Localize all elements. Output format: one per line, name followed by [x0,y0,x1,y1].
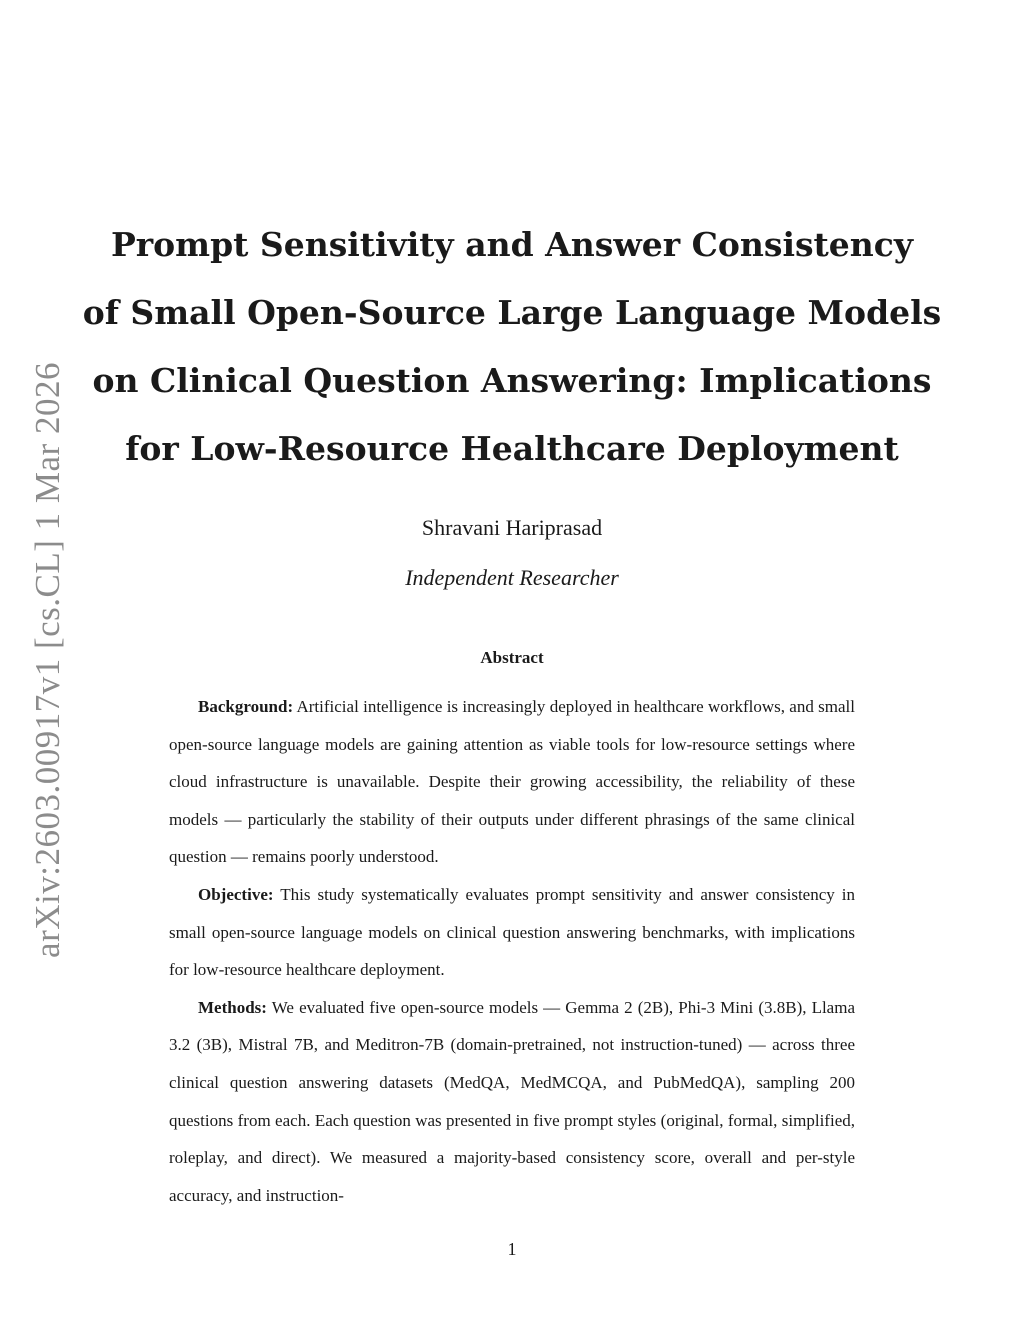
abstract-methods-paragraph [169,989,855,1215]
title-line-4: for Low-Resource Healthcare Deployment [125,429,899,468]
page-number: 1 [507,1239,517,1259]
title-line-2: of Small Open-Source Large Language Models [82,293,942,332]
author-name: Shravani Hariprasad [421,515,603,540]
title-line-3: on Clinical Question Answering: Implications [92,361,932,400]
abstract-heading: Abstract [480,648,544,667]
author-affiliation: Independent Researcher [405,565,619,590]
paper-title [0,211,1024,483]
objective-text: This study systematically evaluates prompt sensitivity and answer consistency in small open-source language models on clinical question answering benchmarks, with implications for low-resource healthcare deployment. [169,884,855,980]
abstract-background-paragraph [169,688,855,876]
objective-label: Objective: [198,884,274,904]
abstract-objective-paragraph [169,876,855,989]
background-label: Background: [198,697,294,716]
title-line-1: Prompt Sensitivity and Answer Consistency [110,225,914,264]
background-text: Artificial intelligence is increasingly deployed in healthcare workflows, and small open-source language models are gaining attention as viable tools for low-resource settings where cloud infrastructure is unavailable. Despite their growing accessibility, the reliability of these models — particularly the stability of their outputs under different phrasings of the same clinical question — remains poorly understood. [169,697,855,867]
abstract-body [169,688,855,1214]
methods-text: We evaluated five open-source models — Gemma 2 (2B), Phi-3 Mini (3.8B), Llama 3.2 (3B), Mistral 7B, and Meditron-7B (domain-pretrained, not instruction-tuned) — across three clinical question answering datasets (MedQA, MedMCQA, and PubMedQA), sampling 200 questions from each. Each question was presented in five prompt styles (original, formal, simplified, roleplay, and direct). We measured a majority-based consistency score, overall and per-style accuracy, and instruction- [169,997,855,1205]
methods-label: Methods: [198,997,267,1017]
arxiv-identifier: arXiv:2603.00917v1 [cs.CL] 1 Mar 2026 [28,362,67,958]
